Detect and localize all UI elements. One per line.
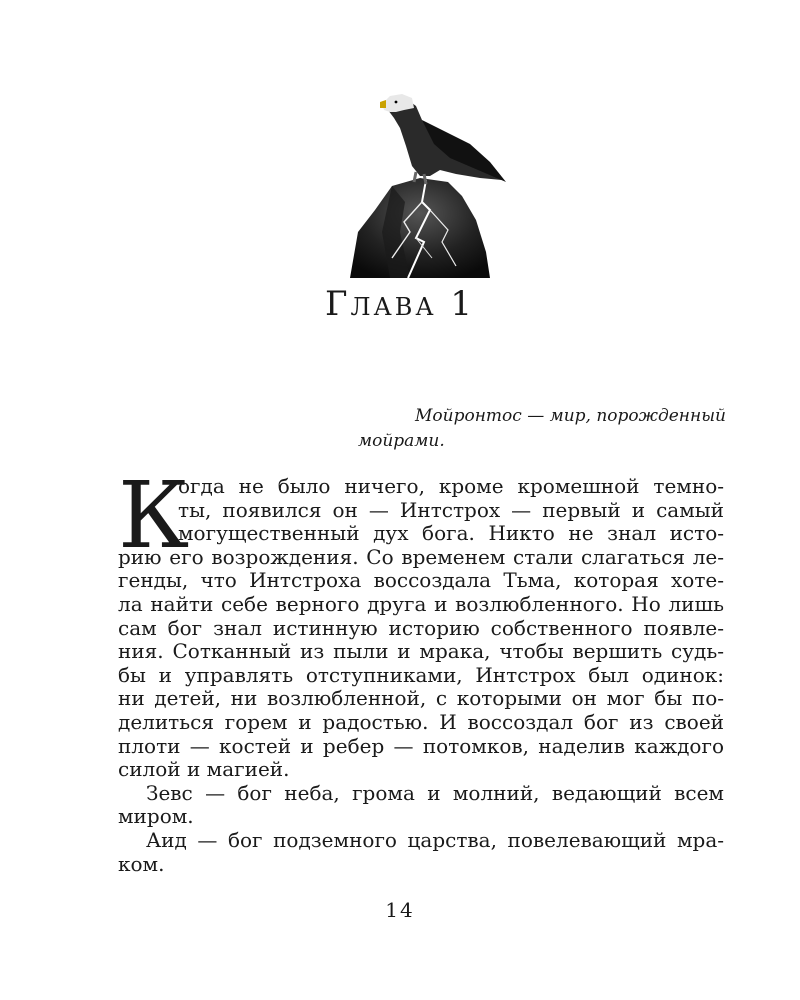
text-line: силой и магией. [118, 757, 290, 782]
text-line: ком. [118, 851, 165, 876]
epigraph-line: мойрами. [358, 431, 445, 451]
text-line: бы и управлять отступниками, Интстрох был одинок: [118, 662, 724, 687]
text-line: сам бог знал истинную историю собственного появле- [118, 615, 724, 640]
text-line: миром. [118, 804, 194, 829]
text-line: Аид — бог подземного царства, повелевающий мра- [146, 827, 724, 852]
epigraph [358, 404, 726, 454]
text-line: огда не было ничего, кроме кромешной темно- [178, 474, 724, 498]
chapter-title: Глава 1 [325, 284, 475, 324]
text-line: могущественный дух бога. Никто не знал исто- [178, 521, 724, 546]
text-line: генды, что Интстроха воссоздала Тьма, которая хоте- [118, 568, 724, 593]
text-line: ты, появился он — Интстрох — первый и самый [178, 497, 724, 522]
text-line: ния. Сотканный из пыли и мрака, чтобы вершить судь- [118, 639, 724, 664]
text-line: рию его возрождения. Со временем стали слагаться ле- [118, 544, 724, 569]
drop-cap: К [118, 462, 190, 569]
chapter-body [118, 462, 724, 876]
page-number: 14 [385, 898, 415, 922]
epigraph-line: Мойронтос — мир, порожденный [415, 406, 726, 426]
text-line: ла найти себе верного друга и возлюбленного. Но лишь [118, 591, 724, 616]
chapter-illustration-eagle-icon [330, 82, 520, 278]
text-line: плоти — костей и ребер — потомков, наделив каждого [118, 733, 724, 758]
text-line: ни детей, ни возлюбленной, с которыми он мог бы по- [118, 686, 724, 711]
text-line: делиться горем и радостью. И воссоздал бог из своей [118, 709, 724, 734]
text-line: Зевс — бог неба, грома и молний, ведающий всем [146, 780, 724, 805]
